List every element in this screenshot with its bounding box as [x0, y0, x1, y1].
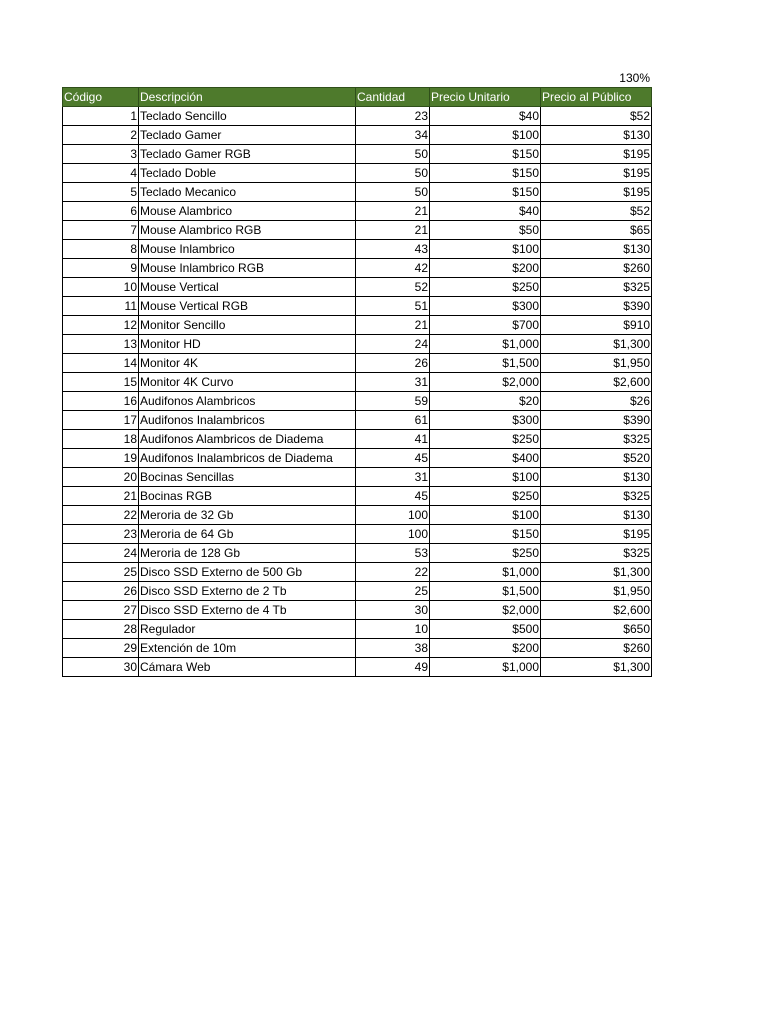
table-row: [63, 107, 652, 126]
cell-precio-unitario[interactable]: $1,500: [430, 582, 541, 601]
table-row: [63, 278, 652, 297]
cell-codigo[interactable]: 9: [63, 259, 139, 278]
cell-cantidad[interactable]: 52: [356, 278, 430, 297]
table-row: [63, 411, 652, 430]
cell-precio-unitario[interactable]: $700: [430, 316, 541, 335]
cell-cantidad[interactable]: 24: [356, 335, 430, 354]
table-row: [63, 620, 652, 639]
cell-cantidad[interactable]: 50: [356, 183, 430, 202]
cell-descripcion[interactable]: Monitor 4K Curvo: [139, 373, 356, 392]
cell-codigo[interactable]: 12: [63, 316, 139, 335]
cell-precio-publico[interactable]: $2,600: [541, 601, 652, 620]
cell-precio-unitario[interactable]: $200: [430, 259, 541, 278]
cell-codigo[interactable]: 2: [63, 126, 139, 145]
table-row: [63, 183, 652, 202]
cell-precio-unitario[interactable]: $200: [430, 639, 541, 658]
cell-precio-unitario[interactable]: $250: [430, 278, 541, 297]
header-precio-unitario[interactable]: Precio Unitario: [430, 88, 541, 107]
cell-descripcion[interactable]: Cámara Web: [139, 658, 356, 677]
table-row: [63, 563, 652, 582]
table-row: [63, 449, 652, 468]
table-header: [63, 88, 652, 107]
cell-codigo[interactable]: 10: [63, 278, 139, 297]
cell-cantidad[interactable]: 21: [356, 221, 430, 240]
cell-cantidad[interactable]: 21: [356, 316, 430, 335]
cell-cantidad[interactable]: 43: [356, 240, 430, 259]
table-row: [63, 354, 652, 373]
cell-cantidad[interactable]: 34: [356, 126, 430, 145]
cell-codigo[interactable]: 27: [63, 601, 139, 620]
cell-codigo[interactable]: 7: [63, 221, 139, 240]
cell-precio-unitario[interactable]: $300: [430, 411, 541, 430]
table-row: [63, 335, 652, 354]
cell-cantidad[interactable]: 45: [356, 487, 430, 506]
cell-descripcion[interactable]: Disco SSD Externo de 500 Gb: [139, 563, 356, 582]
cell-precio-publico[interactable]: $520: [541, 449, 652, 468]
cell-precio-unitario[interactable]: $1,000: [430, 658, 541, 677]
cell-cantidad[interactable]: 25: [356, 582, 430, 601]
table-row: [63, 373, 652, 392]
cell-precio-publico[interactable]: $130: [541, 468, 652, 487]
cell-codigo[interactable]: 29: [63, 639, 139, 658]
cell-precio-publico[interactable]: $390: [541, 297, 652, 316]
cell-codigo[interactable]: 4: [63, 164, 139, 183]
cell-precio-unitario[interactable]: $100: [430, 468, 541, 487]
cell-precio-unitario[interactable]: $100: [430, 240, 541, 259]
cell-precio-publico[interactable]: $1,950: [541, 582, 652, 601]
cell-descripcion[interactable]: Mouse Vertical RGB: [139, 297, 356, 316]
cell-precio-publico[interactable]: $260: [541, 259, 652, 278]
table-row: [63, 639, 652, 658]
cell-codigo[interactable]: 21: [63, 487, 139, 506]
cell-descripcion[interactable]: Disco SSD Externo de 2 Tb: [139, 582, 356, 601]
cell-descripcion[interactable]: Extención de 10m: [139, 639, 356, 658]
cell-precio-publico[interactable]: $260: [541, 639, 652, 658]
table-row: [63, 240, 652, 259]
cell-codigo[interactable]: 1: [63, 107, 139, 126]
cell-codigo[interactable]: 30: [63, 658, 139, 677]
markup-percentage[interactable]: 130%: [619, 71, 650, 85]
cell-descripcion[interactable]: Teclado Doble: [139, 164, 356, 183]
cell-precio-unitario[interactable]: $40: [430, 107, 541, 126]
cell-codigo[interactable]: 25: [63, 563, 139, 582]
cell-descripcion[interactable]: Bocinas RGB: [139, 487, 356, 506]
cell-descripcion[interactable]: Meroria de 128 Gb: [139, 544, 356, 563]
cell-descripcion[interactable]: Meroria de 32 Gb: [139, 506, 356, 525]
cell-codigo[interactable]: 18: [63, 430, 139, 449]
cell-descripcion[interactable]: Regulador: [139, 620, 356, 639]
cell-precio-unitario[interactable]: $150: [430, 525, 541, 544]
cell-cantidad[interactable]: 100: [356, 506, 430, 525]
cell-precio-publico[interactable]: $130: [541, 506, 652, 525]
cell-precio-publico[interactable]: $130: [541, 240, 652, 259]
cell-precio-unitario[interactable]: $250: [430, 544, 541, 563]
cell-precio-publico[interactable]: $52: [541, 202, 652, 221]
cell-cantidad[interactable]: 50: [356, 164, 430, 183]
table-row: [63, 392, 652, 411]
cell-precio-unitario[interactable]: $2,000: [430, 601, 541, 620]
cell-cantidad[interactable]: 53: [356, 544, 430, 563]
cell-precio-publico[interactable]: $1,950: [541, 354, 652, 373]
cell-descripcion[interactable]: Meroria de 64 Gb: [139, 525, 356, 544]
cell-cantidad[interactable]: 10: [356, 620, 430, 639]
product-price-table: [62, 87, 652, 677]
cell-precio-publico[interactable]: $325: [541, 487, 652, 506]
table-row: [63, 145, 652, 164]
cell-descripcion[interactable]: Mouse Inlambrico RGB: [139, 259, 356, 278]
table-row: [63, 259, 652, 278]
cell-codigo[interactable]: 6: [63, 202, 139, 221]
header-codigo[interactable]: Código: [63, 88, 139, 107]
cell-precio-publico[interactable]: $1,300: [541, 563, 652, 582]
cell-cantidad[interactable]: 51: [356, 297, 430, 316]
table-row: [63, 221, 652, 240]
header-descripcion[interactable]: Descripción: [139, 88, 356, 107]
cell-precio-unitario[interactable]: $1,500: [430, 354, 541, 373]
cell-codigo[interactable]: 26: [63, 582, 139, 601]
table-row: [63, 582, 652, 601]
cell-precio-publico[interactable]: $195: [541, 525, 652, 544]
cell-descripcion[interactable]: Teclado Sencillo: [139, 107, 356, 126]
cell-precio-publico[interactable]: $195: [541, 164, 652, 183]
cell-precio-publico[interactable]: $26: [541, 392, 652, 411]
table-row: [63, 126, 652, 145]
cell-precio-publico[interactable]: $1,300: [541, 658, 652, 677]
cell-descripcion[interactable]: Bocinas Sencillas: [139, 468, 356, 487]
cell-cantidad[interactable]: 23: [356, 107, 430, 126]
cell-precio-unitario[interactable]: $250: [430, 487, 541, 506]
cell-precio-unitario[interactable]: $100: [430, 506, 541, 525]
cell-precio-publico[interactable]: $195: [541, 145, 652, 164]
cell-codigo[interactable]: 22: [63, 506, 139, 525]
table-row: [63, 487, 652, 506]
cell-codigo[interactable]: 19: [63, 449, 139, 468]
cell-codigo[interactable]: 14: [63, 354, 139, 373]
cell-cantidad[interactable]: 100: [356, 525, 430, 544]
cell-cantidad[interactable]: 31: [356, 373, 430, 392]
table-row: [63, 202, 652, 221]
cell-cantidad[interactable]: 50: [356, 145, 430, 164]
cell-precio-publico[interactable]: $325: [541, 278, 652, 297]
cell-precio-publico[interactable]: $910: [541, 316, 652, 335]
cell-cantidad[interactable]: 26: [356, 354, 430, 373]
cell-codigo[interactable]: 17: [63, 411, 139, 430]
cell-descripcion[interactable]: Audifonos Inalambricos: [139, 411, 356, 430]
cell-precio-unitario[interactable]: $150: [430, 183, 541, 202]
cell-descripcion[interactable]: Mouse Inlambrico: [139, 240, 356, 259]
cell-precio-publico[interactable]: $65: [541, 221, 652, 240]
cell-precio-publico[interactable]: $1,300: [541, 335, 652, 354]
cell-descripcion[interactable]: Monitor 4K: [139, 354, 356, 373]
cell-descripcion[interactable]: Audifonos Alambricos de Diadema: [139, 430, 356, 449]
cell-precio-publico[interactable]: $650: [541, 620, 652, 639]
cell-precio-publico[interactable]: $325: [541, 544, 652, 563]
cell-precio-unitario[interactable]: $400: [430, 449, 541, 468]
table-row: [63, 506, 652, 525]
cell-precio-unitario[interactable]: $1,000: [430, 335, 541, 354]
cell-precio-publico[interactable]: $130: [541, 126, 652, 145]
cell-descripcion[interactable]: Disco SSD Externo de 4 Tb: [139, 601, 356, 620]
cell-cantidad[interactable]: 45: [356, 449, 430, 468]
cell-descripcion[interactable]: Mouse Vertical: [139, 278, 356, 297]
cell-precio-unitario[interactable]: $2,000: [430, 373, 541, 392]
cell-precio-publico[interactable]: $390: [541, 411, 652, 430]
header-precio-publico[interactable]: Precio al Público: [541, 88, 652, 107]
cell-descripcion[interactable]: Mouse Alambrico RGB: [139, 221, 356, 240]
cell-precio-unitario[interactable]: $20: [430, 392, 541, 411]
table-row: [63, 297, 652, 316]
cell-codigo[interactable]: 28: [63, 620, 139, 639]
cell-cantidad[interactable]: 49: [356, 658, 430, 677]
cell-precio-unitario[interactable]: $300: [430, 297, 541, 316]
cell-codigo[interactable]: 5: [63, 183, 139, 202]
cell-descripcion[interactable]: Teclado Gamer: [139, 126, 356, 145]
table-row: [63, 525, 652, 544]
cell-cantidad[interactable]: 59: [356, 392, 430, 411]
cell-codigo[interactable]: 11: [63, 297, 139, 316]
cell-precio-unitario[interactable]: $40: [430, 202, 541, 221]
cell-cantidad[interactable]: 38: [356, 639, 430, 658]
header-cantidad[interactable]: Cantidad: [356, 88, 430, 107]
table-row: [63, 658, 652, 677]
cell-precio-unitario[interactable]: $50: [430, 221, 541, 240]
cell-cantidad[interactable]: 41: [356, 430, 430, 449]
cell-codigo[interactable]: 24: [63, 544, 139, 563]
cell-descripcion[interactable]: Teclado Mecanico: [139, 183, 356, 202]
table-row: [63, 544, 652, 563]
cell-precio-unitario[interactable]: $150: [430, 145, 541, 164]
cell-codigo[interactable]: 3: [63, 145, 139, 164]
table-row: [63, 430, 652, 449]
cell-precio-unitario[interactable]: $1,000: [430, 563, 541, 582]
cell-precio-publico[interactable]: $325: [541, 430, 652, 449]
cell-cantidad[interactable]: 22: [356, 563, 430, 582]
cell-precio-publico[interactable]: $52: [541, 107, 652, 126]
cell-cantidad[interactable]: 30: [356, 601, 430, 620]
table-row: [63, 601, 652, 620]
cell-precio-unitario[interactable]: $100: [430, 126, 541, 145]
cell-precio-unitario[interactable]: $250: [430, 430, 541, 449]
cell-descripcion[interactable]: Teclado Gamer RGB: [139, 145, 356, 164]
cell-descripcion[interactable]: Monitor Sencillo: [139, 316, 356, 335]
cell-cantidad[interactable]: 21: [356, 202, 430, 221]
cell-codigo[interactable]: 16: [63, 392, 139, 411]
cell-precio-publico[interactable]: $195: [541, 183, 652, 202]
cell-cantidad[interactable]: 61: [356, 411, 430, 430]
cell-codigo[interactable]: 20: [63, 468, 139, 487]
cell-codigo[interactable]: 15: [63, 373, 139, 392]
table-body: [63, 107, 652, 677]
cell-descripcion[interactable]: Mouse Alambrico: [139, 202, 356, 221]
cell-cantidad[interactable]: 42: [356, 259, 430, 278]
cell-descripcion[interactable]: Monitor HD: [139, 335, 356, 354]
cell-descripcion[interactable]: Audifonos Inalambricos de Diadema: [139, 449, 356, 468]
cell-codigo[interactable]: 8: [63, 240, 139, 259]
table-row: [63, 164, 652, 183]
table-row: [63, 316, 652, 335]
cell-precio-unitario[interactable]: $500: [430, 620, 541, 639]
cell-codigo[interactable]: 23: [63, 525, 139, 544]
cell-precio-unitario[interactable]: $150: [430, 164, 541, 183]
table-row: [63, 468, 652, 487]
cell-descripcion[interactable]: Audifonos Alambricos: [139, 392, 356, 411]
cell-precio-publico[interactable]: $2,600: [541, 373, 652, 392]
cell-cantidad[interactable]: 31: [356, 468, 430, 487]
cell-codigo[interactable]: 13: [63, 335, 139, 354]
header-row: [63, 88, 652, 107]
